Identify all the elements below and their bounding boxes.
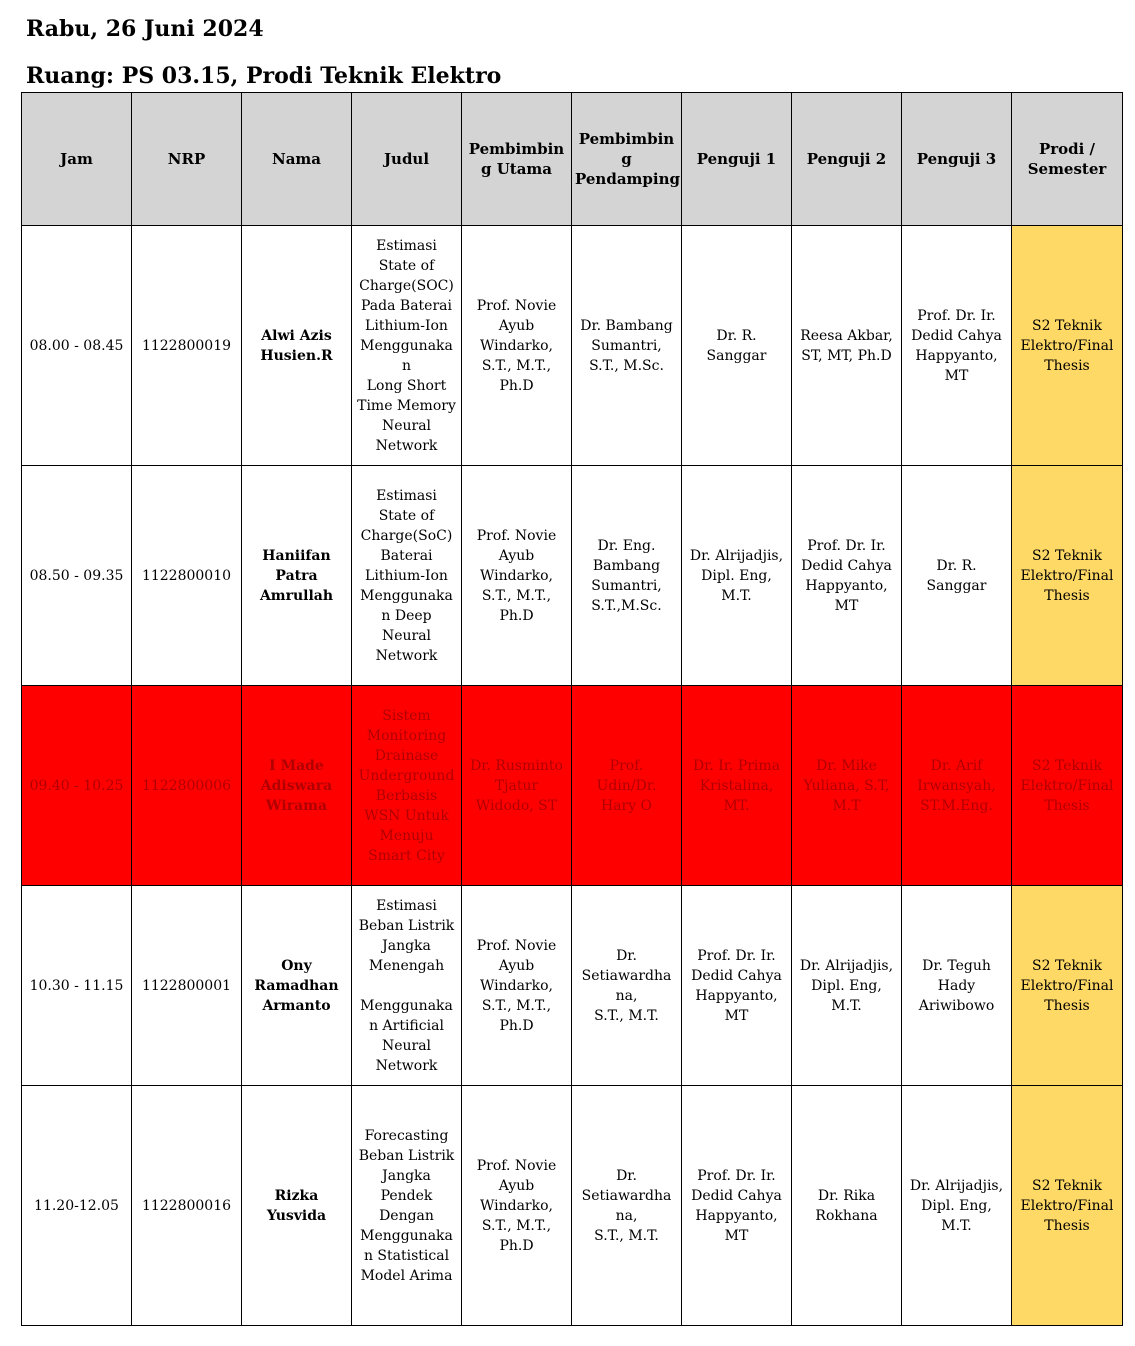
cell-prodi: S2 Teknik Elektro/Final Thesis <box>1012 886 1123 1086</box>
cell-penguji-3: Dr. R. Sanggar <box>902 466 1012 686</box>
header-penguji-1: Penguji 1 <box>682 93 792 226</box>
cell-nrp: 1122800016 <box>132 1086 242 1326</box>
cell-nrp: 1122800001 <box>132 886 242 1086</box>
cell-penguji-3: Dr. Teguh Hady Ariwibowo <box>902 886 1012 1086</box>
header-pembimbing-pendamping: Pembimbin g Pendamping <box>572 93 682 226</box>
cell-jam: 11.20-12.05 <box>22 1086 132 1326</box>
cell-judul: Estimasi Beban Listrik Jangka Menengah Menggunaka n Artificial Neural Network <box>352 886 462 1086</box>
cell-pembimbing-pendamping: Prof. Udin/Dr. Hary O <box>572 686 682 886</box>
cell-penguji-3: Prof. Dr. Ir. Dedid Cahya Happyanto, MT <box>902 226 1012 466</box>
cell-pembimbing-utama: Prof. Novie Ayub Windarko, S.T., M.T., Ph.D <box>462 1086 572 1326</box>
room-title: Ruang: PS 03.15, Prodi Teknik Elektro <box>26 63 502 89</box>
cell-pembimbing-utama: Dr. Rusminto Tjatur Widodo, ST <box>462 686 572 886</box>
table-row <box>22 466 1123 686</box>
cell-nama: Rizka Yusvida <box>242 1086 352 1326</box>
cell-prodi: S2 Teknik Elektro/Final Thesis <box>1012 686 1123 886</box>
cell-nrp: 1122800019 <box>132 226 242 466</box>
header-penguji-2: Penguji 2 <box>792 93 902 226</box>
cell-penguji-2: Dr. Alrijadjis, Dipl. Eng, M.T. <box>792 886 902 1086</box>
cell-penguji-1: Dr. Alrijadjis, Dipl. Eng, M.T. <box>682 466 792 686</box>
header-prodi-semester: Prodi / Semester <box>1012 93 1123 226</box>
cell-penguji-1: Prof. Dr. Ir. Dedid Cahya Happyanto, MT <box>682 1086 792 1326</box>
cell-pembimbing-pendamping: Dr. Eng. Bambang Sumantri, S.T.,M.Sc. <box>572 466 682 686</box>
table-header-row <box>22 93 1123 226</box>
cell-nrp: 1122800010 <box>132 466 242 686</box>
cell-penguji-3: Dr. Arif Irwansyah, ST.M.Eng. <box>902 686 1012 886</box>
cell-judul: Estimasi State of Charge(SOC) Pada Baterai Lithium-Ion Menggunaka n Long Short Time Memory Neural Network <box>352 226 462 466</box>
cell-penguji-3: Dr. Alrijadjis, Dipl. Eng, M.T. <box>902 1086 1012 1326</box>
table-row-highlighted <box>22 686 1123 886</box>
cell-nama: Ony Ramadhan Armanto <box>242 886 352 1086</box>
cell-jam: 09.40 - 10.25 <box>22 686 132 886</box>
cell-pembimbing-utama: Prof. Novie Ayub Windarko, S.T., M.T., Ph.D <box>462 226 572 466</box>
header-jam: Jam <box>22 93 132 226</box>
cell-pembimbing-pendamping: Dr. Bambang Sumantri, S.T., M.Sc. <box>572 226 682 466</box>
header-judul: Judul <box>352 93 462 226</box>
cell-pembimbing-pendamping: Dr. Setiawardha na, S.T., M.T. <box>572 1086 682 1326</box>
cell-judul: Estimasi State of Charge(SoC) Baterai Lithium-Ion Menggunaka n Deep Neural Network <box>352 466 462 686</box>
table-row <box>22 886 1123 1086</box>
cell-prodi: S2 Teknik Elektro/Final Thesis <box>1012 1086 1123 1326</box>
cell-jam: 08.00 - 08.45 <box>22 226 132 466</box>
header-nrp: NRP <box>132 93 242 226</box>
cell-penguji-2: Dr. Mike Yuliana, S.T, M.T <box>792 686 902 886</box>
cell-jam: 08.50 - 09.35 <box>22 466 132 686</box>
cell-penguji-1: Prof. Dr. Ir. Dedid Cahya Happyanto, MT <box>682 886 792 1086</box>
cell-penguji-2: Dr. Rika Rokhana <box>792 1086 902 1326</box>
cell-judul: Forecasting Beban Listrik Jangka Pendek Dengan Menggunaka n Statistical Model Arima <box>352 1086 462 1326</box>
cell-nrp: 1122800006 <box>132 686 242 886</box>
schedule-table <box>21 92 1123 1326</box>
cell-pembimbing-utama: Prof. Novie Ayub Windarko, S.T., M.T., Ph.D <box>462 886 572 1086</box>
cell-nama: Haniifan Patra Amrullah <box>242 466 352 686</box>
cell-penguji-1: Dr. Ir. Prima Kristalina, MT. <box>682 686 792 886</box>
header-penguji-3: Penguji 3 <box>902 93 1012 226</box>
cell-judul: Sistem Monitoring Drainase Underground Berbasis WSN Untuk Menuju Smart City <box>352 686 462 886</box>
header-pembimbing-utama: Pembimbin g Utama <box>462 93 572 226</box>
cell-penguji-1: Dr. R. Sanggar <box>682 226 792 466</box>
cell-penguji-2: Prof. Dr. Ir. Dedid Cahya Happyanto, MT <box>792 466 902 686</box>
cell-prodi: S2 Teknik Elektro/Final Thesis <box>1012 226 1123 466</box>
cell-jam: 10.30 - 11.15 <box>22 886 132 1086</box>
cell-pembimbing-utama: Prof. Novie Ayub Windarko, S.T., M.T., Ph.D <box>462 466 572 686</box>
cell-pembimbing-pendamping: Dr. Setiawardha na, S.T., M.T. <box>572 886 682 1086</box>
table-row <box>22 226 1123 466</box>
cell-nama: Alwi Azis Husien.R <box>242 226 352 466</box>
cell-nama: I Made Adiswara Wirama <box>242 686 352 886</box>
page-date-title: Rabu, 26 Juni 2024 <box>26 16 264 42</box>
cell-prodi: S2 Teknik Elektro/Final Thesis <box>1012 466 1123 686</box>
cell-penguji-2: Reesa Akbar, ST, MT, Ph.D <box>792 226 902 466</box>
table-row <box>22 1086 1123 1326</box>
header-nama: Nama <box>242 93 352 226</box>
